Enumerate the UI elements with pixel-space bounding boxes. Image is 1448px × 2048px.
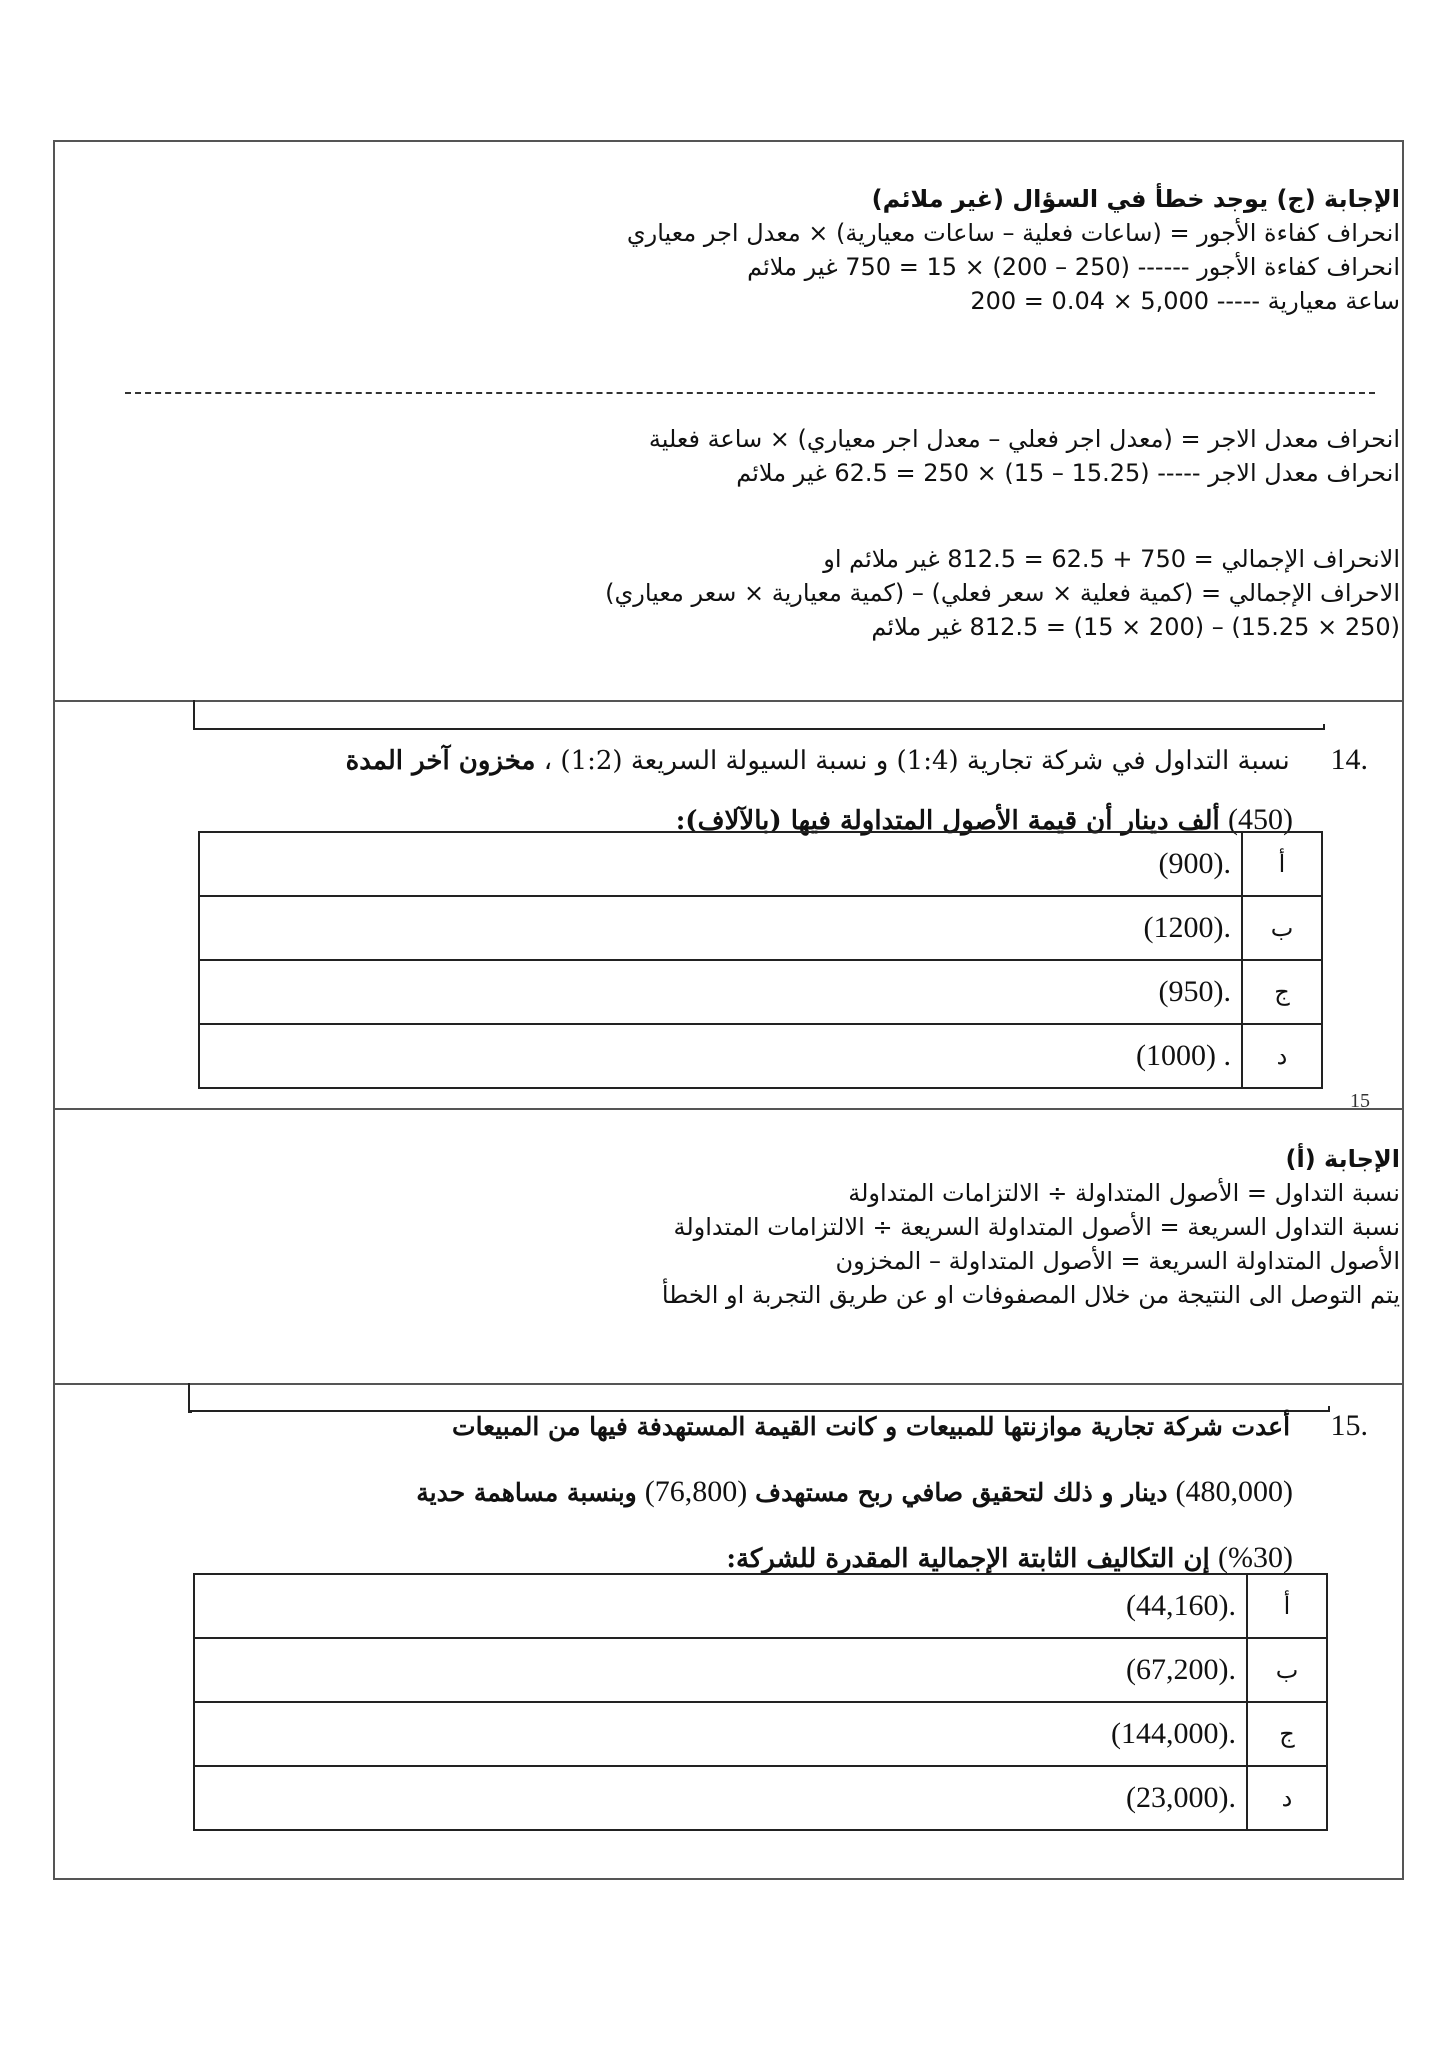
option-value: .(44,160) [194, 1574, 1247, 1638]
option-row[interactable] [194, 1766, 1327, 1830]
answer-line: ساعة معيارية ----- 5,000 × 0.04 = 200 [970, 287, 1400, 315]
answer-line: نسبة التداول = الأصول المتداولة ÷ الالتزامات المتداولة [848, 1179, 1400, 1207]
question-value: (76,800) [644, 1475, 748, 1508]
option-row[interactable] [194, 1574, 1327, 1638]
option-value: . (1000) [199, 1024, 1242, 1088]
question-value: (%30) [1218, 1541, 1293, 1574]
cropped-table-edge [193, 724, 1325, 730]
section-divider [53, 1383, 1404, 1385]
dashed-separator [125, 392, 1375, 394]
option-value: .(1200) [199, 896, 1242, 960]
question-text: إن التكاليف الثابتة الإجمالية المقدرة للشركة: [726, 1544, 1210, 1574]
option-letter: ب [1242, 896, 1322, 960]
answer-line: الانحراف الإجمالي = 750 + 62.5 = 812.5 غير ملائم او [823, 545, 1400, 573]
answer-line: انحراف كفاءة الأجور = (ساعات فعلية – ساعات معيارية) × معدل اجر معياري [626, 219, 1400, 247]
answer-1-rate [649, 422, 1400, 490]
answer-heading: الإجابة (ج) يوجد خطأ في السؤال (غير ملائم) [871, 185, 1400, 213]
option-row[interactable] [199, 960, 1322, 1024]
answer-line: نسبة التداول السريعة = الأصول المتداولة السريعة ÷ الالتزامات المتداولة [673, 1213, 1400, 1241]
option-value: .(67,200) [194, 1638, 1247, 1702]
answer-line: يتم التوصل الى النتيجة من خلال المصفوفات او عن طريق التجربة او الخطأ [661, 1281, 1400, 1309]
answer-line: الاحراف الإجمالي = (كمية فعلية × سعر فعلي) – (كمية معيارية × سعر معياري) [605, 579, 1400, 607]
question-text: مخزون آخر المدة [345, 746, 536, 776]
answer-heading: الإجابة (أ) [1285, 1145, 1400, 1173]
option-letter: أ [1247, 1574, 1327, 1638]
question-14 [346, 738, 1368, 842]
question-text: وبنسبة مساهمة حدية [416, 1478, 637, 1507]
question-text: ألف دينار أن قيمة الأصول المتداولة فيها (بالآلاف): [675, 806, 1220, 836]
option-letter: ب [1247, 1638, 1327, 1702]
option-letter: أ [1242, 832, 1322, 896]
question-number: .15 [1330, 1409, 1368, 1442]
question-number: .14 [1330, 743, 1368, 776]
answer-line: الأصول المتداولة السريعة = الأصول المتداولة – المخزون [835, 1247, 1400, 1275]
question-text: نسبة التداول في شركة تجارية (1:4) و نسبة السيولة السريعة (1:2) ، [543, 746, 1290, 776]
answer-1-total [605, 542, 1400, 644]
question-value: (450) [1228, 803, 1293, 836]
option-letter: د [1242, 1024, 1322, 1088]
option-value: .(950) [199, 960, 1242, 1024]
option-row[interactable] [194, 1702, 1327, 1766]
option-row[interactable] [199, 832, 1322, 896]
options-table-15 [193, 1573, 1328, 1831]
question-text: أعدت شركة تجارية موازنتها للمبيعات و كانت القيمة المستهدفة فيها من المبيعات [452, 1412, 1291, 1441]
option-value: .(23,000) [194, 1766, 1247, 1830]
option-row[interactable] [194, 1638, 1327, 1702]
answer-2 [662, 1142, 1400, 1312]
answer-line: انحراف معدل الاجر ----- (15.25 – 15) × 250 = 62.5 غير ملائم [736, 459, 1400, 487]
option-value: .(900) [199, 832, 1242, 896]
option-row[interactable] [199, 896, 1322, 960]
cropped-fragment: 15 [1350, 1090, 1370, 1112]
section-divider [53, 1108, 1404, 1110]
option-letter: ج [1247, 1702, 1327, 1766]
answer-line: انحراف معدل الاجر = (معدل اجر فعلي – معدل اجر معياري) × ساعة فعلية [648, 425, 1400, 453]
options-table-14 [198, 831, 1323, 1089]
question-text: دينار و ذلك لتحقيق صافي ربح مستهدف [755, 1478, 1168, 1507]
question-value: (480,000) [1175, 1475, 1293, 1508]
answer-line: (250 × 15.25) – (200 × 15) = 812.5 غير ملائم [871, 613, 1400, 641]
question-15 [416, 1404, 1368, 1580]
option-value: .(144,000) [194, 1702, 1247, 1766]
option-row[interactable] [199, 1024, 1322, 1088]
option-letter: ج [1242, 960, 1322, 1024]
section-divider [53, 700, 1404, 702]
option-letter: د [1247, 1766, 1327, 1830]
answer-line: انحراف كفاءة الأجور ------ (250 – 200) × 15 = 750 غير ملائم [747, 253, 1400, 281]
answer-1 [627, 182, 1400, 318]
